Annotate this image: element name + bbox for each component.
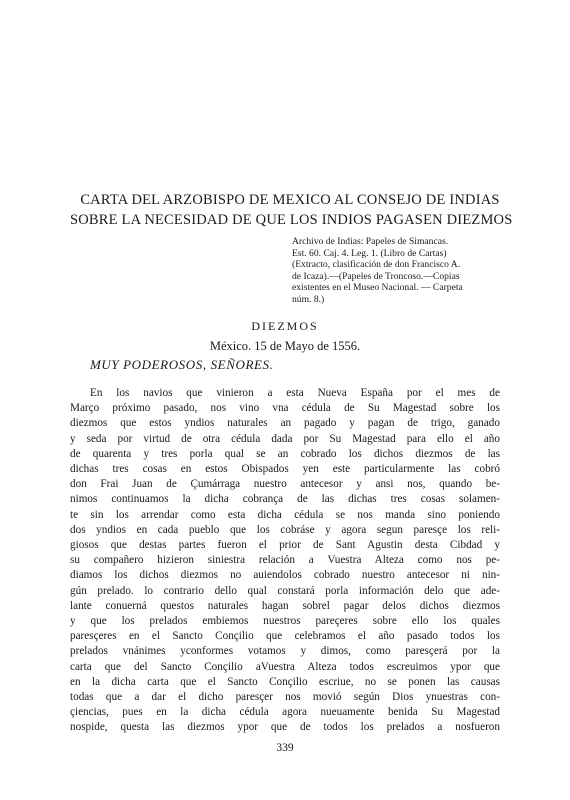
body-line: En los navios que vinieron a esta Nueva España por el mes de (90, 387, 500, 399)
title-line-2: SOBRE LA NECESIDAD DE QUE LOS INDIOS PAGASEN DIEZMOS (70, 212, 513, 228)
body-line: en la dicha carta que el Sancto Conçilio escriue, no se ponen las causas (70, 675, 500, 688)
body-line: paresçeres en el Sancto Conçilio que celebramos el año pasado todos los (70, 630, 500, 643)
body-line: giosos que destas partes fueron el prior de Sant Agustin desta Cibdad y (70, 539, 500, 552)
source-citation (292, 236, 494, 306)
body-line: çiencias, pues en la dicha cédula agora nueuamente benida Su Magestad (70, 706, 500, 719)
body-line: y seda por virtud de otra cédula dada por Su Magestad para ello el año (70, 432, 500, 445)
body-line: Março próximo pasado, nos vino vna cédula de Su Magestad sobre los (70, 402, 500, 415)
section-heading: DIEZMOS (251, 319, 319, 333)
document-title (70, 190, 513, 230)
body-line: dichas tres cosas en estos Obispados yen este particularmente las cobró (70, 463, 500, 476)
dateline: México. 15 de Mayo de 1556. (209, 339, 361, 353)
body-line: te sin los arrendar como esta dicha cédula se nos manda sino poniendo (70, 508, 500, 521)
body-line: diamos los dichos diezmos no auiendolos cobrado nuestro antecesor ni nin- (70, 569, 500, 582)
body-line: dos yndios en cada pueblo que los cobráse y agora segun paresçe los reli- (70, 523, 500, 536)
body-line: su compañero hizieron siniestra relación a Vuestra Alteza como nos pe- (70, 554, 500, 567)
source-line: Archivo de Indias: Papeles de Simancas. (292, 236, 449, 247)
source-line: (Extracto, clasificación de don Francisco A. (292, 259, 461, 271)
body-line: gún prelado. lo contrario dello qual constará porla información delo que ade- (70, 584, 500, 597)
body-line: don Frai Juan de Çumárraga nuestro antecesor y ansi nos, quando be- (70, 478, 500, 491)
body-line: todas que a dar el dicho paresçer nos movió según Dios ynuestras con- (70, 691, 500, 704)
body-line: diezmos que estos yndios naturales an pagado y pagan de trigo, ganado (70, 417, 500, 430)
body-line: carta que del Sancto Conçilio aVuestra Alteza todos escreuimos ypor que (70, 660, 500, 673)
body-line: de quarenta y tres porla qual se an cobrado los dichos diezmos de las (70, 447, 500, 460)
letter-body (70, 386, 500, 736)
source-line: existentes en el Museo Nacional. — Carpeta (292, 282, 463, 294)
page-number: 339 (276, 742, 294, 754)
body-line: lante conuerná questos naturales hagan sobrel pagar delos dichos diezmos (70, 599, 500, 612)
source-line: núm. 8.) (292, 293, 325, 305)
source-line: de Icaza).—(Papeles de Troncoso.—Copias (292, 270, 460, 282)
body-line: nospide, questa las diezmos ypor que de todos los prelados a nosfueron (70, 721, 500, 734)
source-line: Est. 60. Caj. 4. Leg. 1. (Libro de Cartas) (292, 247, 447, 259)
body-line: y que los prelados embiemos nuestros pareçeres sobre ello los quales (70, 615, 500, 628)
salutation: MUY PODEROSOS, SEÑORES. (90, 357, 274, 372)
title-line-1: CARTA DEL ARZOBISPO DE MEXICO AL CONSEJO DE INDIAS (80, 192, 500, 208)
body-line: prelados vnánimes yconformes votamos y dimos, como paresçerá por la (70, 645, 500, 658)
body-line: nimos continuamos la dicha cobrança de las dichas tres cosas solamen- (70, 493, 500, 506)
